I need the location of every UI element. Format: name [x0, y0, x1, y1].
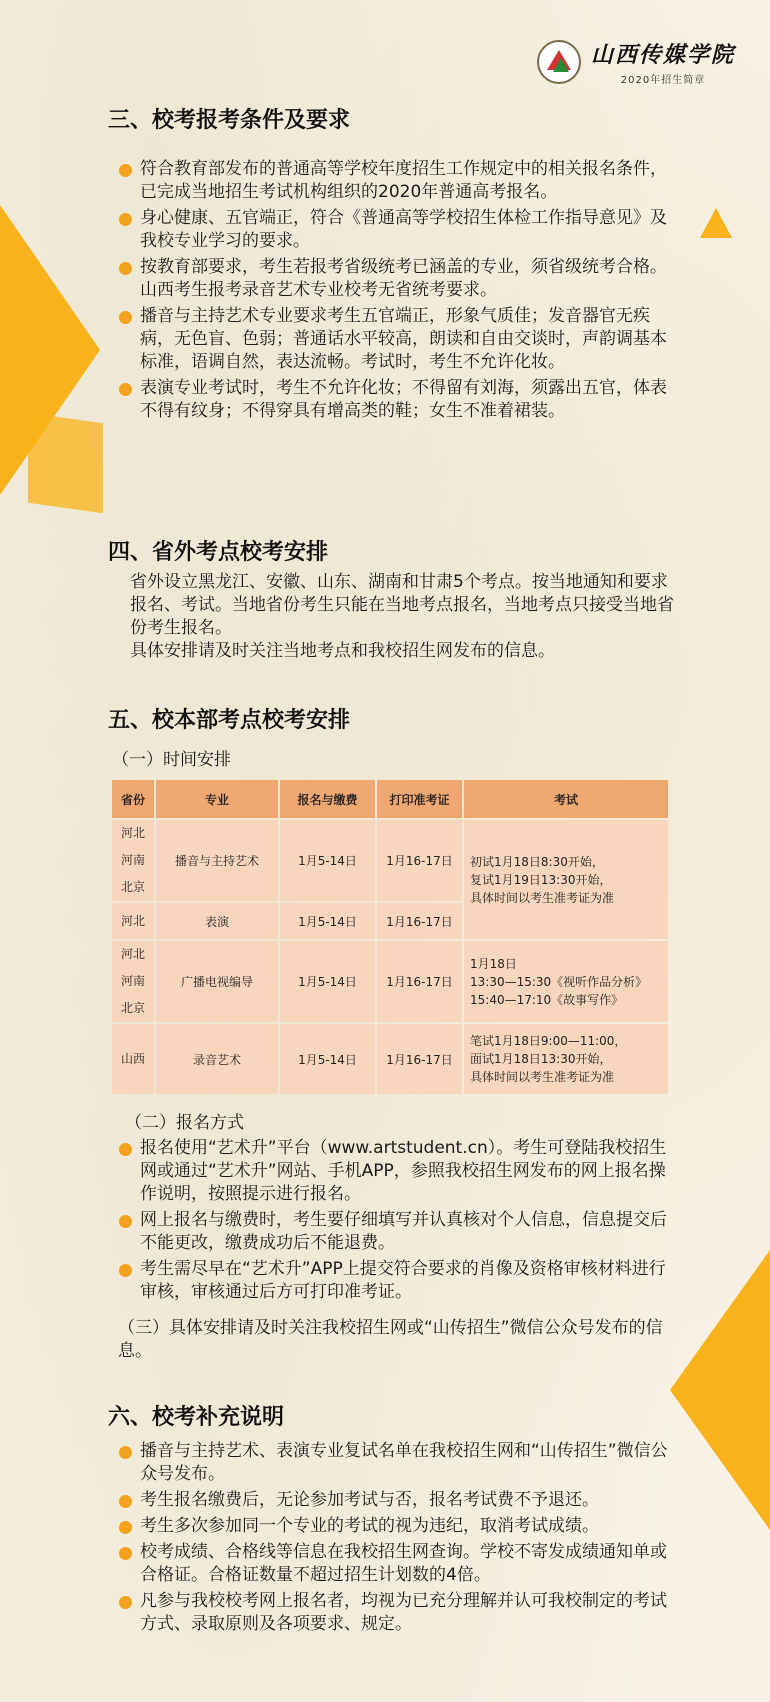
cell-province: 山西 — [112, 1024, 154, 1094]
bullet-dot-icon — [119, 1143, 132, 1156]
table-row — [112, 820, 668, 901]
list-item: 按教育部要求，考生若报考省级统考已涵盖的专业，须省级统考合格。山西考生报考录音艺术专业校考无省统考要求。 — [140, 256, 670, 302]
list-item: 网上报名与缴费时，考生要仔细填写并认真核对个人信息，信息提交后不能更改，缴费成功后不能退费。 — [140, 1209, 670, 1255]
bullet-dot-icon — [119, 1547, 132, 1560]
table-header-row — [112, 780, 668, 818]
section5-registration-list — [140, 1137, 670, 1307]
cell-exam: 初试1月18日8:30开始， 复试1月19日13:30开始， 具体时间以考生准考证为准 — [464, 820, 668, 939]
cell-province: 河北 河南 北京 — [112, 941, 154, 1022]
section4-note: 具体安排请及时关注当地考点和我校招生网发布的信息。 — [130, 641, 555, 661]
list-item: 凡参与我校校考网上报名者，均视为已充分理解并认可我校制定的考试方式、录取原则及各项要求、规定。 — [140, 1590, 670, 1636]
section4-paragraph: 省外设立黑龙江、安徽、山东、湖南和甘肃5个考点。按当地通知和要求报名、考试。当地省份考生只能在当地考点报名，当地考点只接受当地省份考生报名。 — [130, 572, 674, 638]
section6-list — [140, 1440, 670, 1639]
cell-print-ticket: 1月16-17日 — [377, 820, 462, 901]
cell-exam: 1月18日 13:30—15:30《视听作品分析》 15:40—17:10《故事写作》 — [464, 941, 668, 1022]
bullet-dot-icon — [119, 262, 132, 275]
school-logo — [537, 38, 735, 86]
list-item: 报名使用“艺术升”平台（www.artstudent.cn）。考生可登陆我校招生网或通过“艺术升”网站、手机APP，参照我校招生网发布的网上报名操作说明，按照提示进行报名。 — [140, 1137, 670, 1206]
table-row — [112, 941, 668, 1022]
column-header: 报名与缴费 — [280, 780, 375, 818]
list-item: 播音与主持艺术、表演专业复试名单在我校招生网和“山传招生”微信公众号发布。 — [140, 1440, 670, 1486]
decor-triangle-small — [700, 208, 732, 238]
bullet-dot-icon — [119, 164, 132, 177]
table-row — [112, 1024, 668, 1094]
list-item: 播音与主持艺术专业要求考生五官端正，形象气质佳；发音器官无疾病，无色盲、色弱；普通话水平较高，朗读和自由交谈时，声韵调基本标准，语调自然，表达流畅。考试时，考生不允许化妆。 — [140, 305, 670, 374]
list-item: 考生多次参加同一个专业的考试的视为违纪，取消考试成绩。 — [140, 1515, 670, 1538]
list-item: 考生报名缴费后，无论参加考试与否，报名考试费不予退还。 — [140, 1489, 670, 1512]
schedule-table — [110, 778, 670, 1096]
section6-title: 六、校考补充说明 — [108, 1405, 285, 1430]
section3-list — [140, 158, 670, 426]
decor-triangle-right — [670, 1250, 770, 1530]
bullet-dot-icon — [119, 1521, 132, 1534]
cell-province: 河北 河南 北京 — [112, 820, 154, 901]
list-item: 表演专业考试时，考生不允许化妆；不得留有刘海，须露出五官，体表不得有纹身；不得穿具有增高类的鞋；女生不准着裙装。 — [140, 377, 670, 423]
section3-title: 三、校考报考条件及要求 — [108, 108, 351, 133]
cell-province: 河北 — [112, 903, 154, 939]
brochure-subtitle: 2020年招生简章 — [620, 75, 706, 86]
list-item: 校考成绩、合格线等信息在我校招生网查询。学校不寄发成绩通知单或合格证。合格证数量不超过招生计划数的4倍。 — [140, 1541, 670, 1587]
cell-exam: 笔试1月18日9:00—11:00， 面试1月18日13:30开始， 具体时间以考生准考证为准 — [464, 1024, 668, 1094]
section5-sub-heading-1: （一）时间安排 — [112, 750, 231, 770]
column-header: 专业 — [156, 780, 278, 818]
bullet-dot-icon — [119, 383, 132, 396]
column-header: 打印准考证 — [377, 780, 462, 818]
list-item: 符合教育部发布的普通高等学校年度招生工作规定中的相关报名条件，已完成当地招生考试机构组织的2020年普通高考报名。 — [140, 158, 670, 204]
column-header: 考试 — [464, 780, 668, 818]
cell-major: 广播电视编导 — [156, 941, 278, 1022]
section5-sub-heading-2: （二）报名方式 — [125, 1113, 244, 1133]
decor-square-left — [28, 413, 103, 514]
section4-title: 四、省外考点校考安排 — [108, 540, 329, 565]
section5-sub-heading-3: （三）具体安排请及时关注我校招生网或“山传招生”微信公众号发布的信息。 — [118, 1318, 663, 1361]
bullet-dot-icon — [119, 1596, 132, 1609]
cell-major: 录音艺术 — [156, 1024, 278, 1094]
list-item: 身心健康、五官端正，符合《普通高等学校招生体检工作指导意见》及我校专业学习的要求。 — [140, 207, 670, 253]
cell-print-ticket: 1月16-17日 — [377, 1024, 462, 1094]
cell-print-ticket: 1月16-17日 — [377, 941, 462, 1022]
school-emblem-icon — [537, 40, 581, 84]
bullet-dot-icon — [119, 1215, 132, 1228]
section5-title: 五、校本部考点校考安排 — [108, 708, 351, 733]
bullet-dot-icon — [119, 213, 132, 226]
cell-registration: 1月5-14日 — [280, 1024, 375, 1094]
cell-major: 播音与主持艺术 — [156, 820, 278, 901]
bullet-dot-icon — [119, 311, 132, 324]
cell-registration: 1月5-14日 — [280, 820, 375, 901]
bullet-dot-icon — [119, 1264, 132, 1277]
bullet-dot-icon — [119, 1446, 132, 1459]
bullet-dot-icon — [119, 1495, 132, 1508]
school-name: 山西传媒学院 — [591, 42, 736, 68]
cell-print-ticket: 1月16-17日 — [377, 903, 462, 939]
cell-major: 表演 — [156, 903, 278, 939]
column-header: 省份 — [112, 780, 154, 818]
cell-registration: 1月5-14日 — [280, 903, 375, 939]
list-item: 考生需尽早在“艺术升”APP上提交符合要求的肖像及资格审核材料进行审核，审核通过后方可打印准考证。 — [140, 1258, 670, 1304]
cell-registration: 1月5-14日 — [280, 941, 375, 1022]
